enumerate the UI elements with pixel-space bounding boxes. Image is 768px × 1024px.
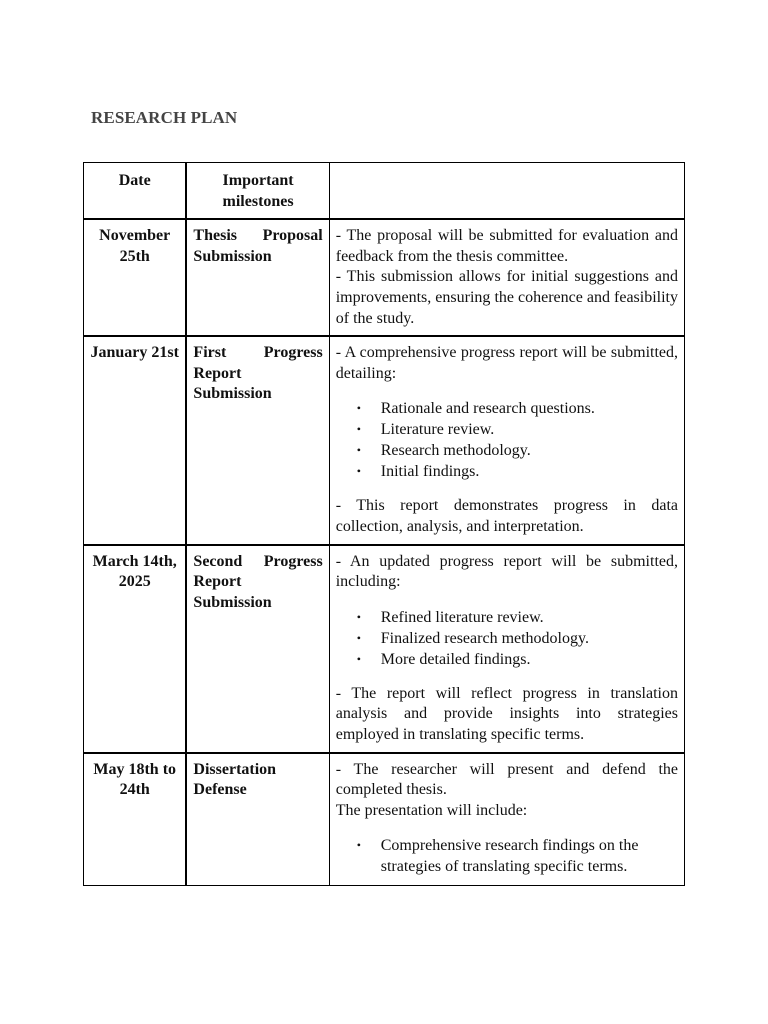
bullet-icon: • [356,609,361,624]
detail-text: - The report will reflect progress in translation analysis and provide insights into strategies employed in translating specific terms. [335,684,678,743]
table-row [84,219,685,336]
list-item: • Rationale and research questions. [356,400,595,418]
header-details [329,163,684,220]
milestone-name: First Progress Report Submission [186,336,329,544]
milestone-date: March 14th, 2025 [84,545,187,753]
detail-bullet-list [336,607,678,670]
detail-text: - The proposal will be submitted for evaluation and feedback from the thesis committee. [335,227,678,265]
milestone-details [329,753,684,886]
bullet-icon: • [356,838,361,853]
milestone-details [329,545,684,753]
milestone-date: May 18th to 24th [84,753,187,886]
list-item: • More detailed findings. [356,650,531,668]
list-item: • Research methodology. [356,442,531,460]
table-row [84,336,685,544]
page-title: RESEARCH PLAN [91,108,238,127]
detail-text: - This report demonstrates progress in data collection, analysis, and interpretation. [335,497,678,535]
detail-bullet-list [336,835,678,877]
list-item: • Literature review. [356,421,495,439]
table-row [84,545,685,753]
header-milestones: Important milestones [186,163,329,220]
bullet-icon: • [356,443,361,458]
milestone-name: Thesis Proposal Submission [186,219,329,336]
milestone-details [329,336,684,544]
detail-text: - The researcher will present and defend the completed thesis. [335,760,678,799]
bullet-icon: • [356,651,361,666]
list-item: • Comprehensive research findings on the strategies of translating specific terms. [356,837,639,876]
bullet-icon: • [356,630,361,645]
milestone-date: November 25th [84,219,187,336]
list-item: • Initial findings. [356,463,480,481]
milestone-details [329,219,684,336]
bullet-icon: • [356,464,361,479]
milestone-name: Dissertation Defense [186,753,329,886]
detail-text: - This submission allows for initial suggestions and improvements, ensuring the coherence and feasibility of the study. [335,268,678,327]
bullet-icon: • [356,422,361,437]
detail-text: The presentation will include: [335,801,528,819]
milestone-date: January 21st [84,336,187,544]
detail-text: - A comprehensive progress report will be submitted, detailing: [335,344,678,382]
bullet-icon: • [356,401,361,416]
header-date: Date [84,163,187,220]
detail-text: - An updated progress report will be submitted, including: [335,552,678,591]
detail-bullet-list [336,398,678,482]
list-item: • Finalized research methodology. [356,629,589,647]
research-plan-table [83,162,685,886]
list-item: • Refined literature review. [356,608,544,626]
table-header-row [84,163,685,220]
milestone-name: Second Progress Report Submission [186,545,329,753]
table-row [84,753,685,886]
